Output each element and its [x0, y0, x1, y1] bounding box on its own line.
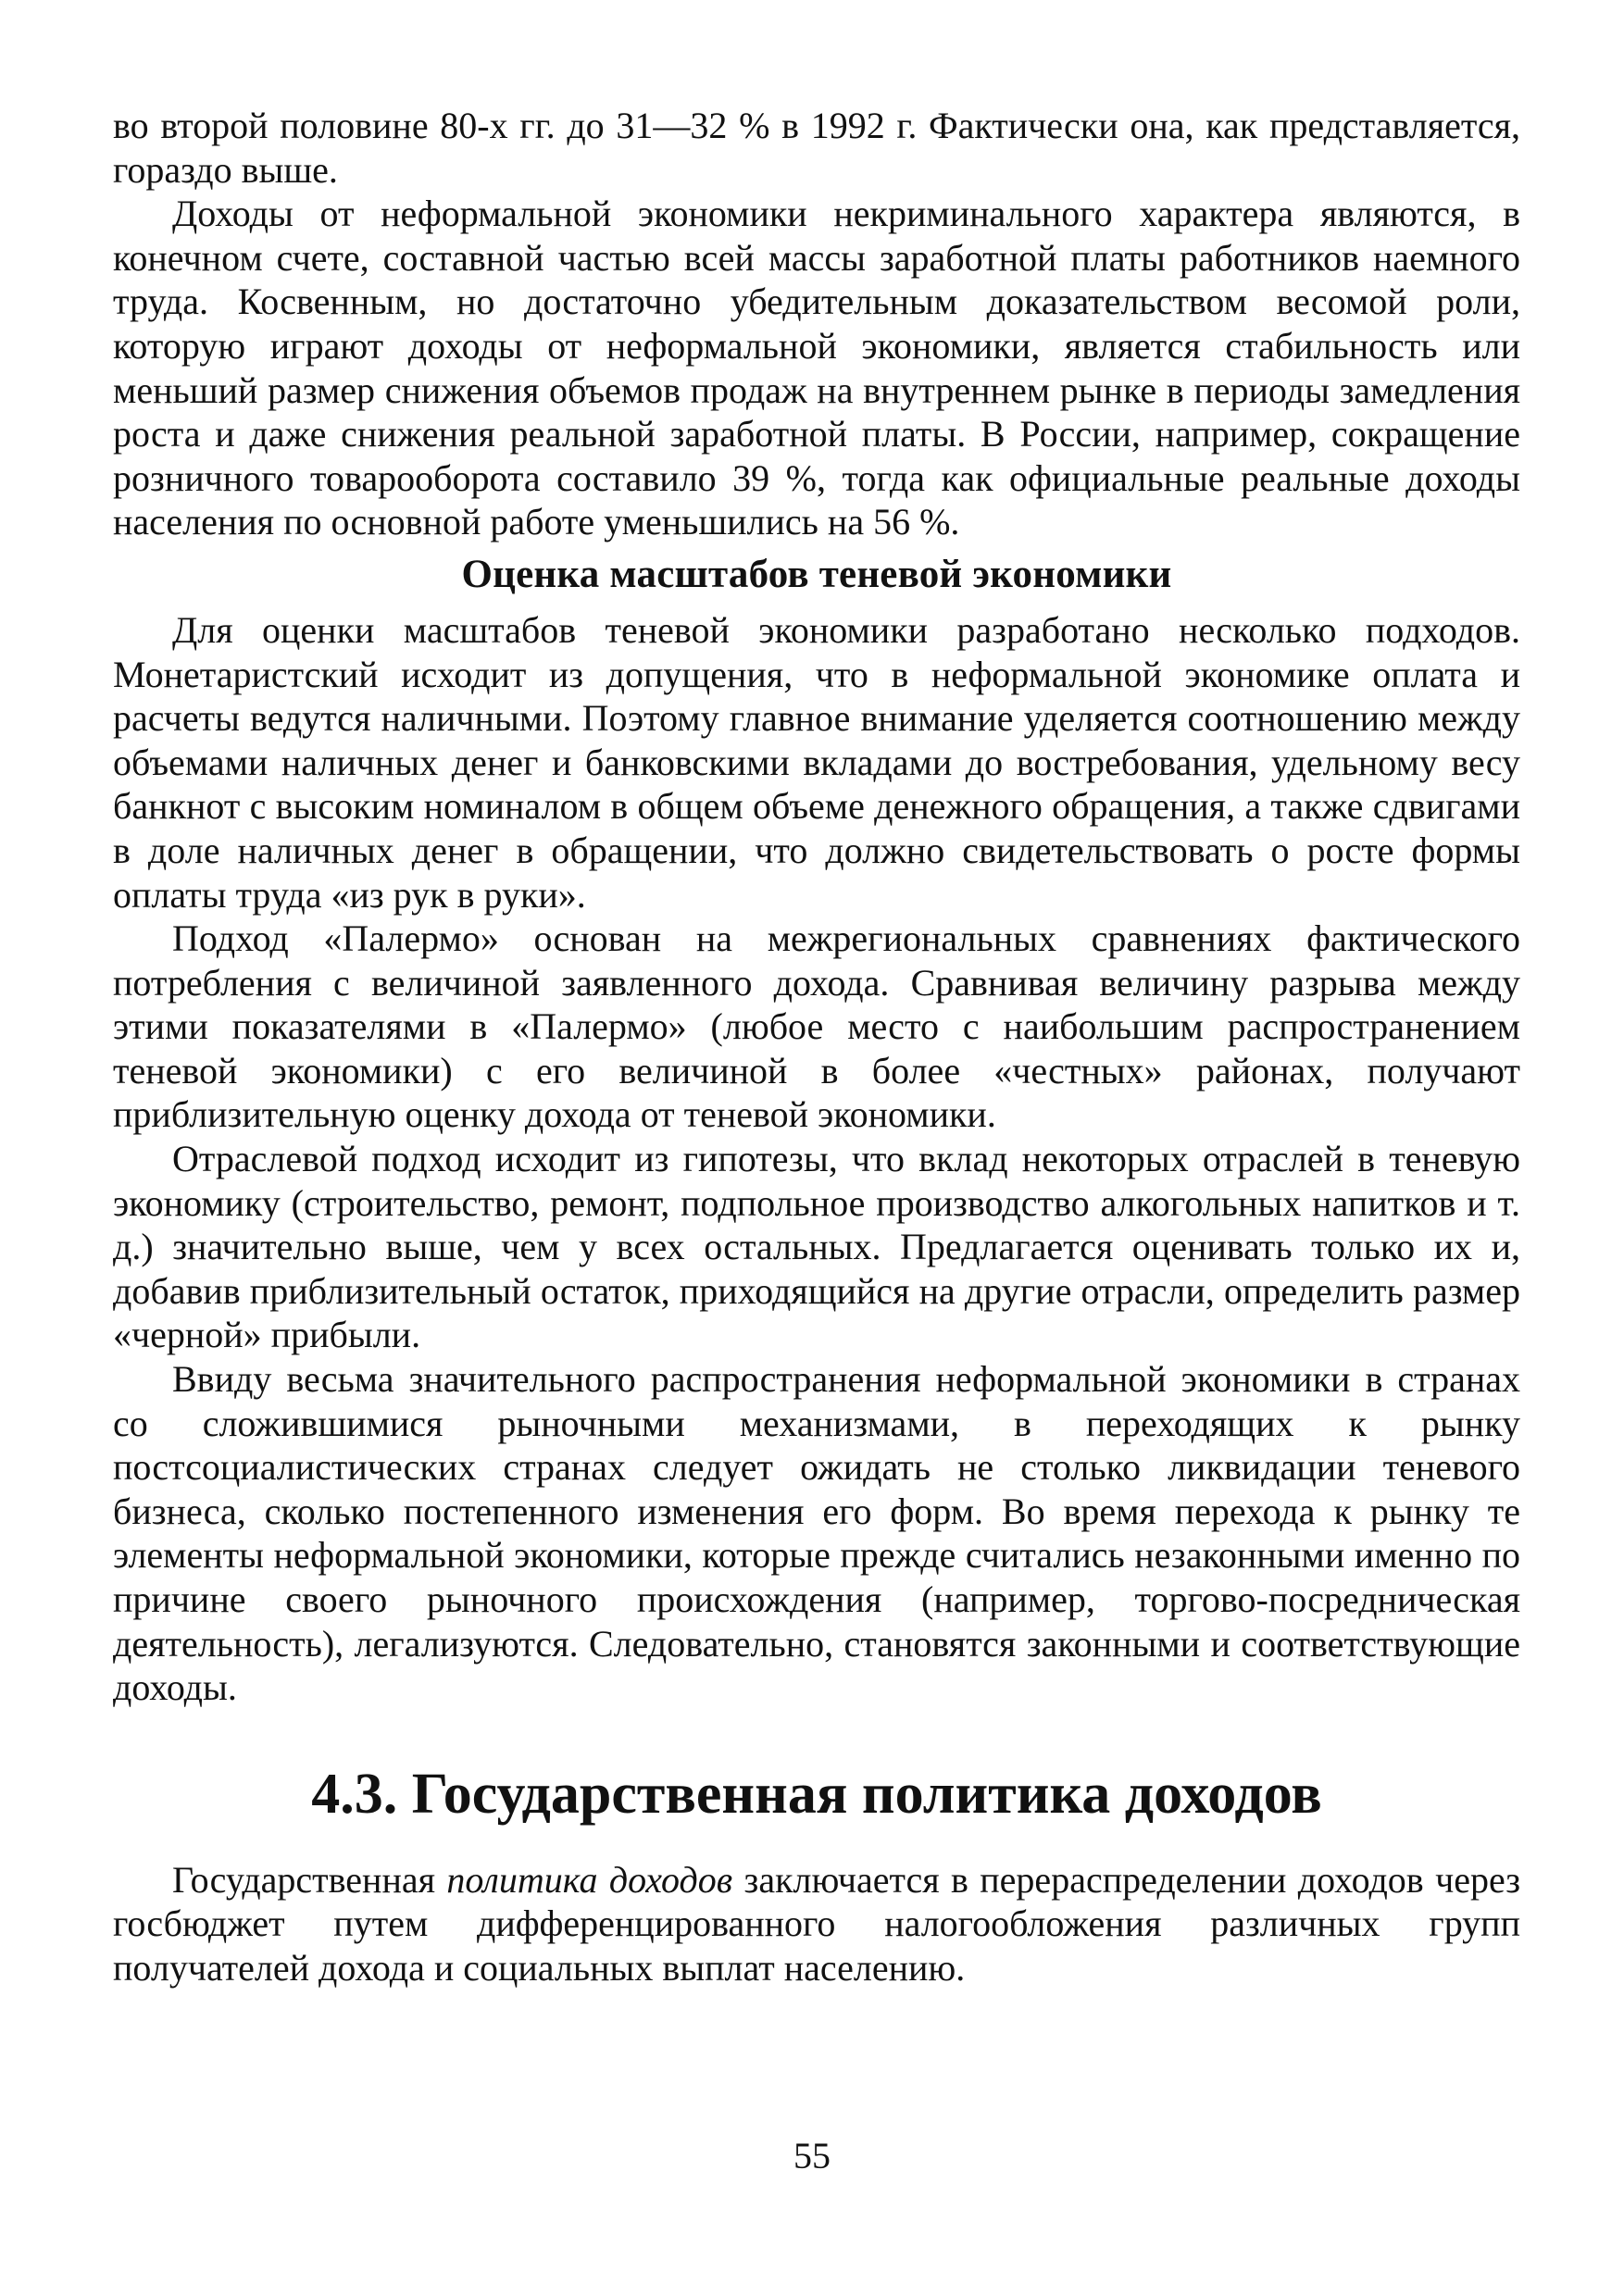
- paragraph-palermo-approach: Подход «Палермо» основан на межрегиональных сравнениях фактического потребления с величиной заявленного дохода. Сравнивая величину разрыва между этими показателями в «Палермо» (любое место с наибольшим распространением теневой экономики) с его величиной в более «честных» районах, получают приблизительную оценку дохода от теневой экономики.: [113, 917, 1520, 1136]
- page-body: [113, 104, 1520, 1990]
- paragraph-income-policy: [113, 1858, 1520, 1990]
- subsection-heading: Оценка масштабов теневой экономики: [461, 552, 1172, 596]
- paragraph-transition: Ввиду весьма значительного распространения неформальной экономики в странах со сложившимися рыночными механизмами, в переходящих к рынку постсоциалистических странах следует ожидать не столько ликвидации теневого бизнеса, сколько постепенного изменения его форм. Во время перехода к рынку те элементы неформальной экономики, которые прежде считались незаконными именно по причине своего рыночного происхождения (например, торгово-посредническая деятельность), легализуются. Следовательно, становятся законными и соответствующие доходы.: [113, 1358, 1520, 1709]
- italic-term: политика доходов: [446, 1858, 733, 1901]
- section-heading: 4.3. Государственная политика доходов: [311, 1762, 1322, 1826]
- paragraph-monetarist-approach: Для оценки масштабов теневой экономики разработано несколько подходов. Монетаристский исходит из допущения, что в неформальной экономике оплата и расчеты ведутся наличными. Поэтому главное внимание уделяется соотношению между объемами наличных денег и банковскими вкладами до востребования, удельному весу банкнот с высоким номиналом в общем объеме денежного обращения, а также сдвигами в доле наличных денег в обращении, что должно свидетельствовать о росте формы оплаты труда «из рук в руки».: [113, 608, 1520, 916]
- paragraph-income-policy-start: Государственная: [172, 1858, 447, 1901]
- paragraph-sector-approach: Отраслевой подход исходит из гипотезы, что вклад некоторых отраслей в теневую экономику (строительство, ремонт, подпольное производство алкогольных напитков и т. д.) значительно выше, чем у всех остальных. Предлагается оценивать только их и, добавив приблизительный остаток, приходящийся на другие отрасли, определить размер «черной» прибыли.: [113, 1138, 1520, 1356]
- paragraph-income-policy-end: заключается в перераспределении доходов через госбюджет путем дифференцированного налогообложения различных групп получателей дохода и социальных выплат населению.: [113, 1858, 1520, 1989]
- paragraph-informal-income: Доходы от неформальной экономики некриминального характера являются, в конечном счете, составной частью всей массы заработной платы работников наемного труда. Косвенным, но достаточно убедительным доказательством весомой роли, которую играют доходы от неформальной экономики, является стабильность или меньший размер снижения объемов продаж на внутреннем рынке в периоды замедления роста и даже снижения реальной заработной платы. В России, например, сокращение розничного товарооборота составило 39 %, тогда как официальные реальные доходы населения по основной работе уменьшились на 56 %.: [113, 193, 1520, 543]
- paragraph-continuation: во второй половине 80-х гг. до 31—32 % в 1992 г. Фактически она, как представляется, гораздо выше.: [113, 105, 1520, 191]
- page-number: 55: [793, 2135, 831, 2177]
